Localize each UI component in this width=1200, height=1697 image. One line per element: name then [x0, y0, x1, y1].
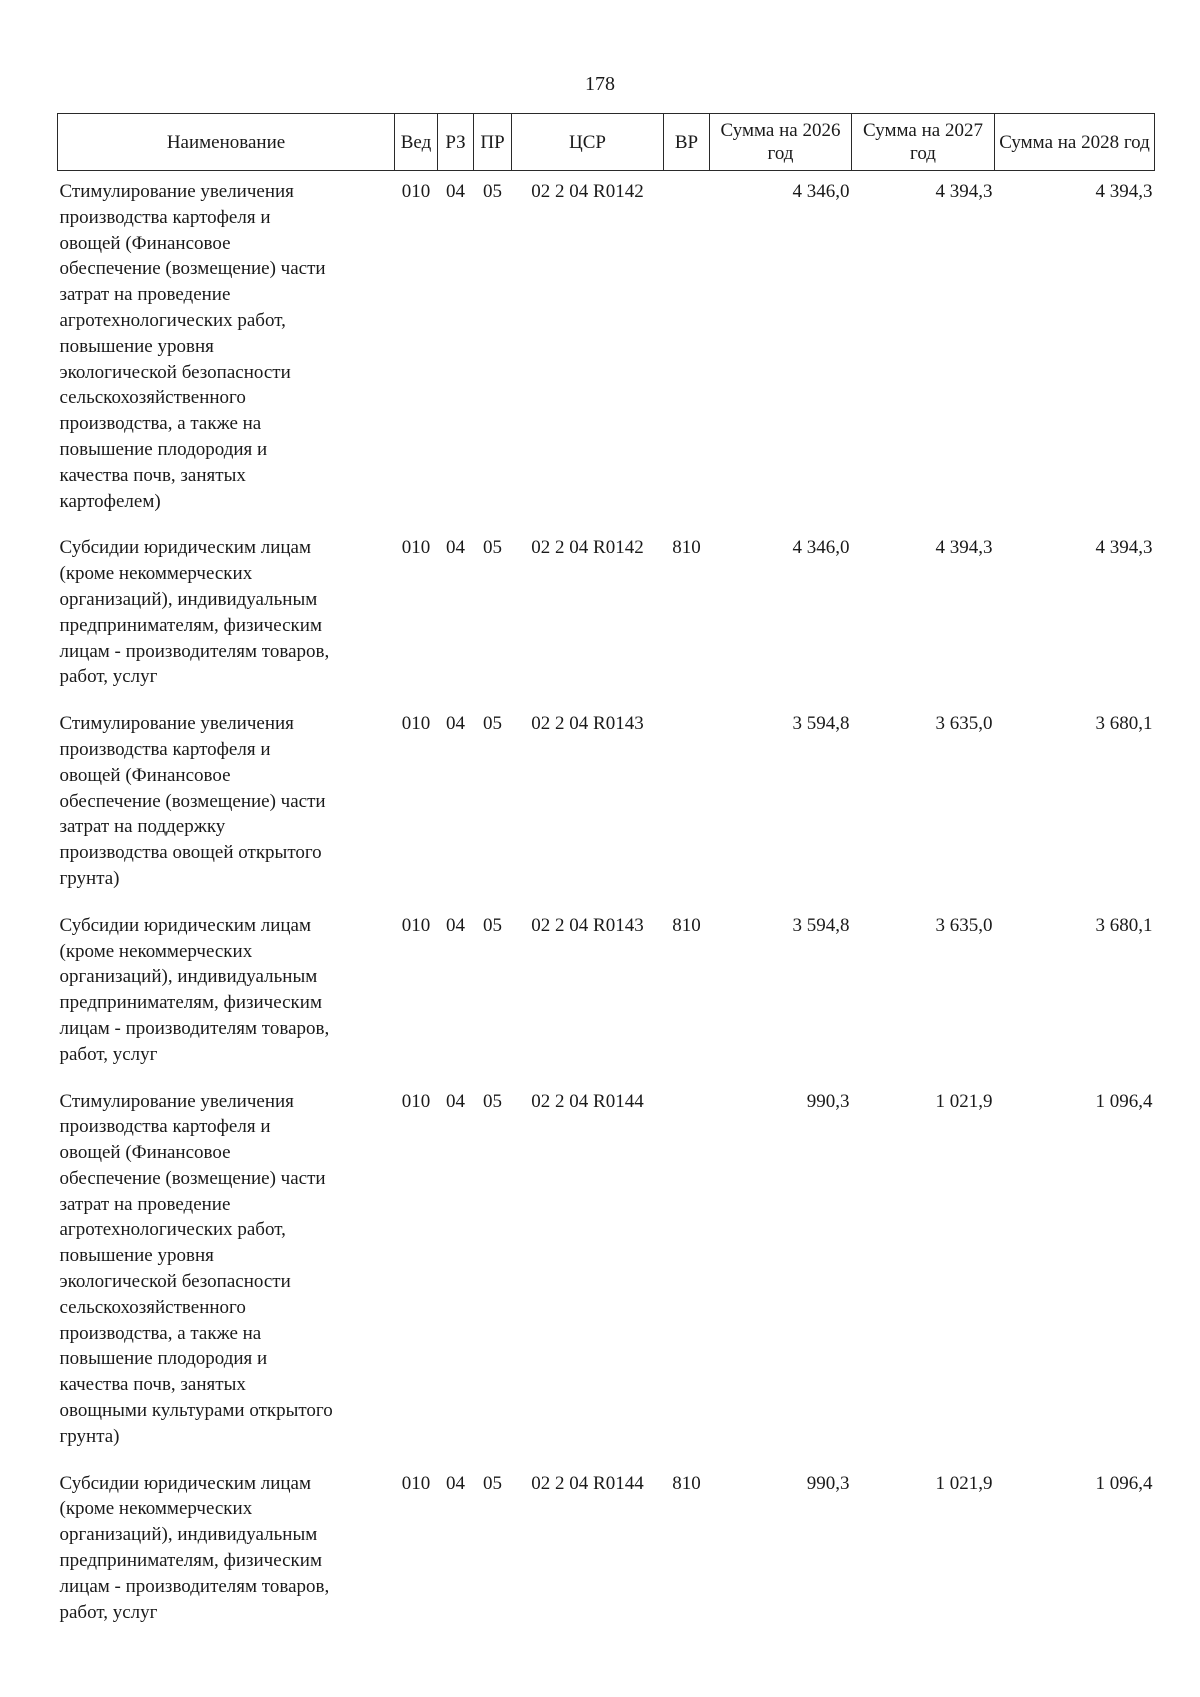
row-pr: 05 — [483, 1090, 502, 1112]
row-rz: 04 — [446, 181, 465, 202]
row-sum-2026: 4 346,0 — [792, 181, 850, 202]
row-sum-2026: 3 594,8 — [792, 914, 850, 936]
row-rz: 04 — [446, 537, 465, 559]
page-number: 178 — [585, 73, 615, 95]
header-vr: ВР — [664, 114, 710, 171]
header-sum-2027: Сумма на 2027 год — [852, 114, 995, 171]
row-vr: 810 — [672, 1472, 701, 1494]
row-name: Стимулирование увеличения производства картофеля и овощей (Финансовое обеспечение (возмещение) части затрат на проведение агротехнологических работ, повышение уровня экологической безопасности сельскохозяйственного производства, а также на повышение плодородия и качества почв, занятых картофелем) — [59, 181, 326, 512]
budget-table — [57, 113, 1155, 1638]
row-pr: 05 — [483, 713, 502, 735]
row-name: Стимулирование увеличения производства картофеля и овощей (Финансовое обеспечение (возмещение) части затрат на проведение агротехнологических работ, повышение уровня экологической безопасности сельскохозяйственного производства, а также на повышение плодородия и качества почв, занятых овощными культурами открытого грунта) — [59, 1090, 333, 1447]
row-pr: 05 — [483, 181, 502, 202]
row-sum-2028: 4 394,3 — [1095, 537, 1153, 559]
row-pr: 05 — [483, 1472, 502, 1494]
row-csr: 02 2 04 R0142 — [531, 537, 644, 559]
row-csr: 02 2 04 R0143 — [531, 713, 644, 735]
row-sum-2026: 4 346,0 — [792, 537, 850, 559]
table-row — [58, 1081, 1155, 1463]
row-ved: 010 — [401, 1090, 431, 1112]
row-name: Субсидии юридическим лицам (кроме некоммерческих организаций), индивидуальным предпринимателям, физическим лицам - производителям товаров, работ, услуг — [59, 914, 330, 1065]
table-header — [58, 114, 1155, 171]
table-row — [58, 1463, 1155, 1639]
row-sum-2026: 3 594,8 — [792, 713, 850, 735]
row-ved: 010 — [401, 181, 431, 202]
header-sum-2028: Сумма на 2028 год — [995, 114, 1155, 171]
row-name: Субсидии юридическим лицам (кроме некоммерческих организаций), индивидуальным предпринимателям, физическим лицам - производителям товаров, работ, услуг — [59, 1472, 330, 1623]
row-sum-2028: 1 096,4 — [1095, 1472, 1153, 1494]
row-sum-2028: 3 680,1 — [1095, 914, 1153, 936]
row-csr: 02 2 04 R0143 — [531, 914, 644, 936]
row-rz: 04 — [446, 914, 465, 936]
header-csr: ЦСР — [512, 114, 664, 171]
row-sum-2027: 1 021,9 — [935, 1472, 993, 1494]
row-sum-2028: 3 680,1 — [1095, 713, 1153, 735]
row-rz: 04 — [446, 1090, 465, 1112]
row-sum-2027: 4 394,3 — [935, 181, 993, 202]
row-rz: 04 — [446, 1472, 465, 1494]
row-sum-2028: 4 394,3 — [1095, 181, 1153, 202]
row-vr — [664, 1081, 710, 1463]
row-sum-2028: 1 096,4 — [1095, 1090, 1153, 1112]
row-sum-2027: 4 394,3 — [935, 537, 993, 559]
row-pr: 05 — [483, 914, 502, 936]
row-rz: 04 — [446, 713, 465, 735]
header-ved: Вед — [395, 114, 438, 171]
row-vr: 810 — [672, 537, 701, 559]
row-name: Субсидии юридическим лицам (кроме некоммерческих организаций), индивидуальным предпринимателям, физическим лицам - производителям товаров, работ, услуг — [59, 537, 330, 688]
row-sum-2027: 1 021,9 — [935, 1090, 993, 1112]
row-vr — [664, 171, 710, 528]
row-ved: 010 — [401, 713, 431, 735]
row-sum-2027: 3 635,0 — [935, 914, 993, 936]
row-name: Стимулирование увеличения производства картофеля и овощей (Финансовое обеспечение (возмещение) части затрат на поддержку производства овощей открытого грунта) — [59, 713, 326, 889]
row-csr: 02 2 04 R0144 — [531, 1090, 644, 1112]
row-ved: 010 — [401, 537, 431, 559]
row-sum-2026: 990,3 — [806, 1472, 850, 1494]
row-csr: 02 2 04 R0144 — [531, 1472, 644, 1494]
table-row — [58, 905, 1155, 1081]
row-sum-2027: 3 635,0 — [935, 713, 993, 735]
table-row — [58, 171, 1155, 528]
table-row — [58, 527, 1155, 703]
row-vr: 810 — [672, 914, 701, 936]
header-sum-2026: Сумма на 2026 год — [710, 114, 852, 171]
row-csr: 02 2 04 R0142 — [531, 181, 644, 202]
row-vr — [664, 703, 710, 905]
row-sum-2026: 990,3 — [806, 1090, 850, 1112]
table-body — [58, 171, 1155, 1639]
row-ved: 010 — [401, 914, 431, 936]
row-ved: 010 — [401, 1472, 431, 1494]
header-name: Наименование — [58, 114, 395, 171]
table-row — [58, 703, 1155, 905]
header-pr: ПР — [474, 114, 512, 171]
header-rz: РЗ — [438, 114, 474, 171]
row-pr: 05 — [483, 537, 502, 559]
